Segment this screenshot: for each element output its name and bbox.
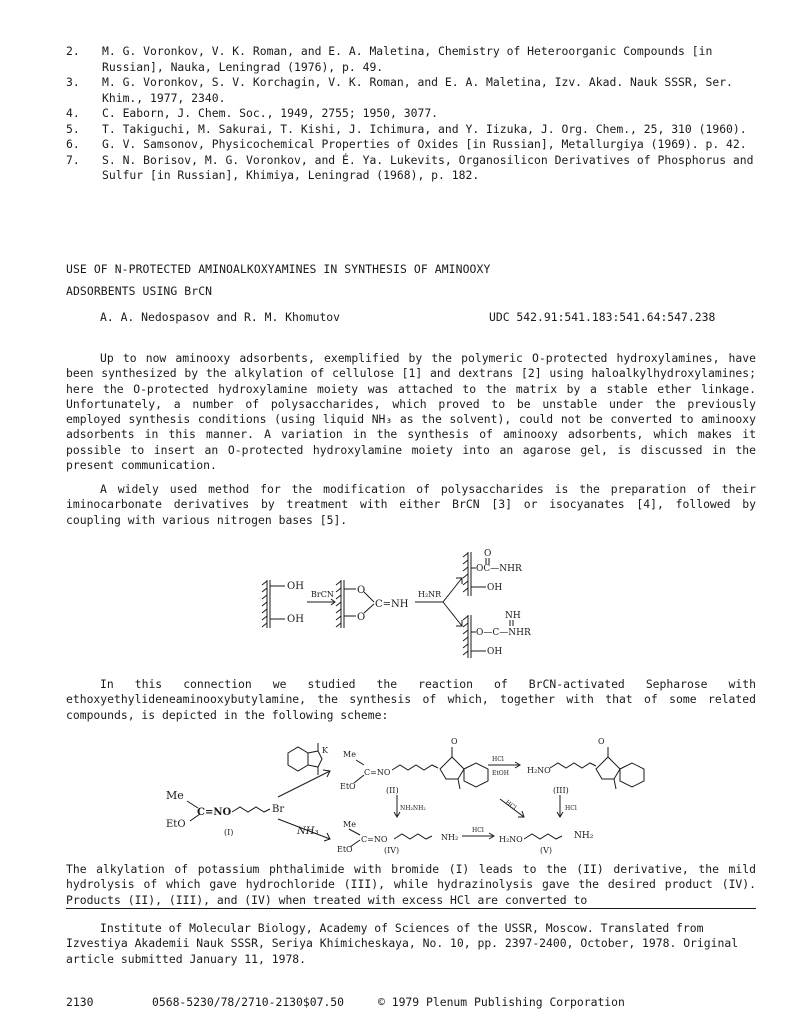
scheme2-hcl-etoh-1: HCl	[492, 756, 504, 763]
scheme2-label-ii: (II)	[386, 786, 399, 795]
scheme2-o-iii-top: O	[598, 737, 605, 746]
scheme2-label-v: (V)	[540, 846, 553, 855]
scheme1-oh-bottom: OH	[287, 614, 304, 625]
scheme2-me-ii: Me	[343, 750, 356, 759]
copyright: © 1979 Plenum Publishing Corporation	[378, 995, 625, 1009]
scheme2-cno-iv: C=NO	[361, 835, 388, 844]
article-authors: A. A. Nedospasov and R. M. Khomutov	[100, 310, 341, 324]
reference-item: 5. T. Takiguchi, M. Sakurai, T. Kishi, J. Ichimura, and Y. Iizuka, J. Org. Chem., 25, 310 (1960).	[66, 121, 747, 136]
scheme2-cno-i: C=NO	[197, 807, 232, 818]
scheme2-h2no-v: H₂NO	[499, 835, 523, 844]
reference-item: 4. C. Eaborn, J. Chem. Soc., 1949, 2755; 1950, 3077.	[66, 106, 439, 120]
scheme2-hcl-arrow: HCl	[472, 827, 484, 834]
scheme2-n2h4: NH₂NH₂	[400, 805, 426, 812]
scheme2-nh3: NH₃	[297, 826, 319, 837]
paragraph-1: Up to now aminooxy adsorbents, exemplified by the polymeric O-protected hydroxylamines, have been synthesized by the alkylation of cellulose [1] and dextrans [2] using haloalkylhydroxylamines; here the O-protected hydroxylamine moiety was attached to the matrix by a stable ether linkage. Unfortunately, a number of polysaccharides, which proved to be unstable under the previously employed synthesis conditions (using liquid NH₃ as the solvent), could not be converted to aminooxy adsorbents in this manner. A variation in the synthesis of aminooxy adsorbents, which makes it possible to insert an O-protected hydroxylamine moiety into an agarose gel, is discussed in the present communication.	[66, 351, 756, 473]
scheme-iminocarbonate	[0, 540, 807, 665]
scheme2-me-iv: Me	[343, 820, 356, 829]
scheme1-o-bottom: O	[357, 612, 366, 623]
reference-item: 6. G. V. Samsonov, Physicochemical Properties of Oxides [in Russian], Metallurgiya (1969). p. 42.	[66, 137, 747, 151]
scheme2-hcl-diag: HCl	[503, 798, 518, 812]
scheme1-reagent-brcn: BrCN	[311, 590, 334, 599]
scheme2-cno-ii: C=NO	[364, 768, 391, 777]
scheme1-p1-group: OC—NHR	[476, 564, 522, 574]
scheme1-p1-o: O	[484, 549, 492, 559]
scheme2-eto-iv: EtO	[337, 845, 353, 854]
page-number: 2130	[66, 995, 94, 1009]
paragraph-2: A widely used method for the modification of polysaccharides is the preparation of their iminocarbonate derivatives by treatment with either BrCN [3] or isocyanates [4], followed by coupling with various nitrogen bases [5].	[66, 482, 756, 527]
udc-code: UDC 542.91:541.183:541.64:547.238	[489, 310, 716, 324]
scheme2-nh2-iv: NH₂	[441, 833, 459, 842]
paragraph-3: In this connection we studied the reaction of BrCN-activated Sepharose with ethoxyethylideneaminooxybutylamine, the synthesis of which, together with that of some related compounds, is depicted in the following scheme:	[66, 677, 756, 722]
scheme2-nh2-v: NH₂	[574, 831, 594, 841]
scheme2-label-i: (I)	[224, 828, 234, 837]
footnote-institute: Institute of Molecular Biology, Academy of Sciences of the USSR, Moscow. Translated from Izvestiya Akademii Nauk SSSR, Seriya Khimicheskaya, No. 10, pp. 2397-2400, October, 1978. Original article submitted January 11, 1978.	[66, 921, 739, 966]
scheme1-reagent-h2nr: H₂NR	[418, 590, 442, 599]
scheme2-h2no-iii: H₂NO	[527, 766, 551, 775]
article-code: 0568-5230/78/2710-2130$07.50	[152, 995, 345, 1009]
scheme2-hcl-down: HCl	[565, 805, 577, 812]
scheme2-br: Br	[272, 804, 285, 815]
reference-item: 3. M. G. Voronkov, S. V. Korchagin, V. K. Roman, and E. A. Maletina, Izv. Akad. Nauk SSSR, Ser. Khim., 1977, 2340.	[66, 75, 733, 105]
scheme2-eto-ii: EtO	[340, 782, 356, 791]
reference-item: 2. M. G. Voronkov, V. K. Roman, and E. A. Maletina, Chemistry of Heteroorganic Compounds [in Russian], Nauka, Leningrad (1976), p. 49.	[66, 44, 713, 74]
scheme1-o-top: O	[357, 585, 366, 596]
article-title: USE OF N-PROTECTED AMINOALKOXYAMINES IN SYNTHESIS OF AMINOOXY ADSORBENTS USING BrCN	[66, 262, 491, 298]
scheme1-p1-oh: OH	[487, 583, 503, 593]
reference-item: 7. S. N. Borisov, M. G. Voronkov, and É. Ya. Lukevits, Organosilicon Derivatives of Phosphorus and Sulfur [in Russian], Khimiya, Leningrad (1968), p. 182.	[66, 152, 754, 182]
scheme2-eto-i: EtO	[166, 819, 186, 830]
scheme1-imine: C=NH	[375, 599, 409, 610]
reference-list	[66, 44, 756, 184]
scheme2-label-iv: (IV)	[384, 846, 400, 855]
scheme1-oh-top: OH	[287, 581, 304, 592]
paragraph-4: The alkylation of potassium phthalimide with bromide (I) leads to the (II) derivative, the mild hydrolysis of which gave hydrochloride (III), while hydrazinolysis gave the desired product (IV). Products (II), (III), and (IV) when treated with excess HCl are converted to	[66, 862, 756, 907]
scheme2-label-iii: (III)	[553, 786, 569, 795]
scheme1-p2-oh: OH	[487, 647, 503, 657]
scheme2-hcl-etoh-2: EtOH	[492, 770, 509, 777]
scheme2-me-i: Me	[166, 789, 184, 802]
scheme2-k: K	[322, 746, 328, 755]
scheme-synthesis	[0, 735, 807, 855]
footnote-divider	[66, 908, 756, 909]
scheme2-o-ii-top: O	[451, 737, 458, 746]
scheme1-p2-nh: NH	[505, 611, 521, 621]
scheme1-p2-group: O—C—NHR	[476, 628, 531, 638]
